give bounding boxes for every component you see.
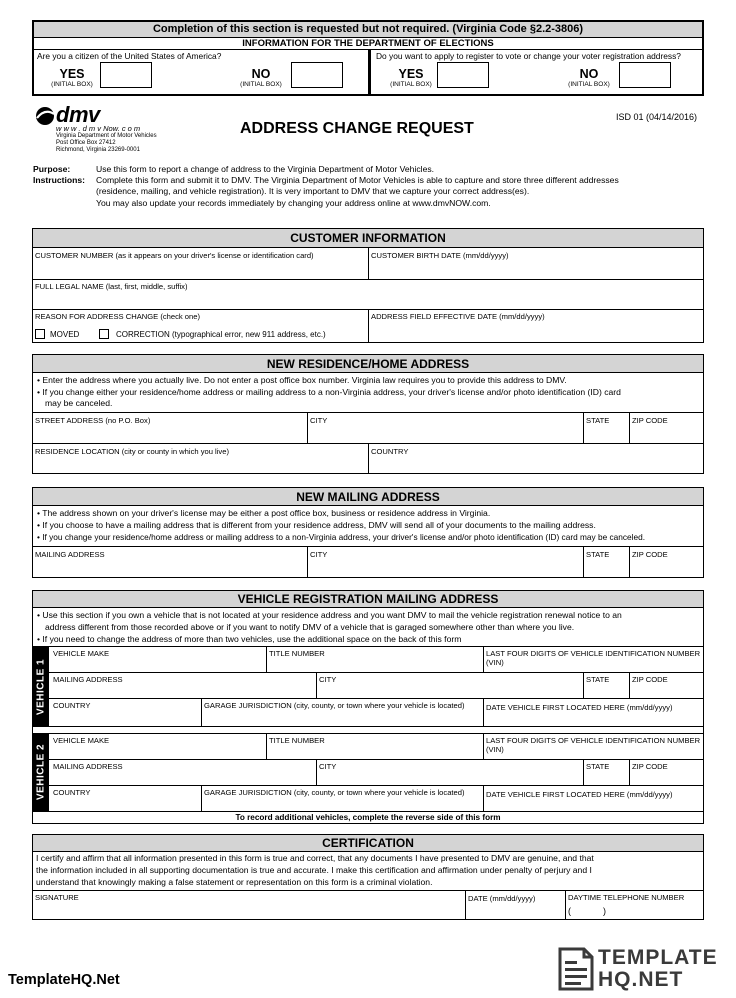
v1-date-label: DATE VEHICLE FIRST LOCATED HERE (mm/dd/yyyy) xyxy=(486,703,673,712)
v1-country-field[interactable] xyxy=(51,710,199,725)
page-title: ADDRESS CHANGE REQUEST xyxy=(240,120,474,137)
vehicle-1-tab: VEHICLE 1 xyxy=(33,646,49,727)
residence-city-field[interactable] xyxy=(309,426,581,442)
vehicle-bullet-2: • If you need to change the address of more than two vehicles, use the additional space on the back of this form xyxy=(37,634,462,644)
v1-title-label: TITLE NUMBER xyxy=(269,649,325,658)
dmv-org: Virginia Department of Motor Vehicles xyxy=(56,133,157,139)
v2-city-field[interactable] xyxy=(318,771,581,784)
v2-zip-field[interactable] xyxy=(631,771,701,784)
elections-subheader: INFORMATION FOR THE DEPARTMENT OF ELECTIONS xyxy=(34,38,702,50)
instructions-text-2: (residence, mailing, and vehicle registration). It is very important to DMV that we capture your correct address(es). xyxy=(96,186,530,196)
street-address-label: STREET ADDRESS (no P.O. Box) xyxy=(35,416,151,425)
watermark-logo xyxy=(556,947,728,993)
v1-title-field[interactable] xyxy=(268,658,481,671)
residence-state-label: STATE xyxy=(586,416,610,425)
mailing-address-field[interactable] xyxy=(34,560,305,576)
vote-no-label: NO xyxy=(579,67,599,81)
mailing-bullet-1: • The address shown on your driver's license may be either a post office box, business or residence address in Virginia. xyxy=(37,508,491,518)
residence-zip-field[interactable] xyxy=(631,426,701,442)
citizen-yes-sub: (INITIAL BOX) xyxy=(51,81,93,88)
phone-paren-open: ( xyxy=(568,906,571,916)
v1-vin-label: LAST FOUR DIGITS OF VEHICLE IDENTIFICATION NUMBER (VIN) xyxy=(486,649,701,667)
residence-state-field[interactable] xyxy=(585,426,627,442)
v2-date-label: DATE VEHICLE FIRST LOCATED HERE (mm/dd/yyyy) xyxy=(486,790,673,799)
v1-zip-label: ZIP CODE xyxy=(632,675,668,684)
v2-make-label: VEHICLE MAKE xyxy=(53,736,110,745)
customer-section xyxy=(32,228,704,343)
customer-header: CUSTOMER INFORMATION xyxy=(33,229,703,248)
mailing-header: NEW MAILING ADDRESS xyxy=(33,488,703,506)
v2-zip-label: ZIP CODE xyxy=(632,762,668,771)
cert-date-field[interactable] xyxy=(467,904,563,919)
watermark-logo-line1: TEMPLATE xyxy=(598,946,718,969)
v2-city-label: CITY xyxy=(319,762,337,771)
instructions-label: Instructions: xyxy=(33,175,86,185)
certification-text-2: the information included in all supporting documentation is true and accurate. I make this certification and affirmation under penalty of perjury and I xyxy=(36,865,592,875)
phone-paren-close: ) xyxy=(603,906,606,916)
residence-city-label: CITY xyxy=(310,416,328,425)
citizen-no-label: NO xyxy=(251,67,271,81)
citizen-yes-initial-box[interactable] xyxy=(100,62,152,88)
v1-city-field[interactable] xyxy=(318,684,581,697)
citizen-yes-label: YES xyxy=(59,67,85,81)
watermark-text: TemplateHQ.Net xyxy=(8,972,120,988)
mailing-address-label: MAILING ADDRESS xyxy=(35,550,105,559)
mailing-bullet-2: • If you choose to have a mailing address that is different from your residence address, DMV will send all of your documents to the mailing address. xyxy=(37,520,596,530)
dmv-logo xyxy=(34,104,184,156)
v2-vin-field[interactable] xyxy=(485,754,701,758)
customer-number-label: CUSTOMER NUMBER (as it appears on your driver's license or identification card) xyxy=(35,251,314,260)
certification-text-1: I certify and affirm that all information presented in this form is true and correct, that any documents I have presented to DMV are genuine, and that xyxy=(36,853,594,863)
v1-garage-label: GARAGE JURISDICTION (city, county, or town where your vehicle is located) xyxy=(204,701,465,710)
moved-checkbox[interactable] xyxy=(35,329,45,339)
vote-yes-label: YES xyxy=(398,67,424,81)
v2-state-label: STATE xyxy=(586,762,610,771)
v2-state-field[interactable] xyxy=(585,771,627,784)
v1-city-label: CITY xyxy=(319,675,337,684)
v2-title-field[interactable] xyxy=(268,745,481,758)
vote-no-sub: (INITIAL BOX) xyxy=(568,81,610,88)
signature-label: SIGNATURE xyxy=(35,893,79,902)
v2-vin-label: LAST FOUR DIGITS OF VEHICLE IDENTIFICATION NUMBER (VIN) xyxy=(486,736,701,754)
instructions-text-1: Complete this form and submit it to DMV. The Virginia Department of Motor Vehicles is able to capture and store three different addresses xyxy=(96,175,619,185)
mailing-bullet-3: • If you change your residence/home address or mailing address to a non-Virginia address, your driver's license and/or photo identification (ID) card may be canceled. xyxy=(37,532,646,542)
correction-label: CORRECTION (typographical error, new 911 address, etc.) xyxy=(116,330,326,339)
citizen-no-sub: (INITIAL BOX) xyxy=(240,81,282,88)
full-name-label: FULL LEGAL NAME (last, first, middle, suffix) xyxy=(35,282,188,291)
signature-field[interactable] xyxy=(34,903,463,919)
v1-make-label: VEHICLE MAKE xyxy=(53,649,110,658)
dmv-url: w w w . d m v Now. c o m xyxy=(56,124,141,133)
v1-make-field[interactable] xyxy=(51,658,264,671)
vehicle-2-tab: VEHICLE 2 xyxy=(33,733,49,811)
v2-date-field[interactable] xyxy=(485,800,701,810)
v1-mailing-label: MAILING ADDRESS xyxy=(53,675,123,684)
v1-vin-field[interactable] xyxy=(485,667,701,671)
residence-zip-label: ZIP CODE xyxy=(632,416,668,425)
v2-garage-label: GARAGE JURISDICTION (city, county, or town where your vehicle is located) xyxy=(204,788,465,797)
certification-section xyxy=(32,834,704,920)
purpose-label: Purpose: xyxy=(33,164,71,174)
cert-date-label: DATE (mm/dd/yyyy) xyxy=(468,894,536,903)
vehicle-bullet-1-cont: address different from those recorded above or if you want to notify DMV of a vehicle that is garaged somewhere other than where you live. xyxy=(45,622,575,632)
v1-mailing-field[interactable] xyxy=(51,684,314,697)
effective-date-label: ADDRESS FIELD EFFECTIVE DATE (mm/dd/yyyy) xyxy=(371,312,545,321)
phone-field[interactable] xyxy=(567,903,701,919)
full-name-field[interactable] xyxy=(34,292,701,308)
vehicle-section xyxy=(32,590,704,824)
street-address-field[interactable] xyxy=(34,426,305,442)
v2-country-label: COUNTRY xyxy=(53,788,91,797)
mailing-zip-label: ZIP CODE xyxy=(632,550,668,559)
customer-birth-label: CUSTOMER BIRTH DATE (mm/dd/yyyy) xyxy=(371,251,509,260)
residence-location-label: RESIDENCE LOCATION (city or county in which you live) xyxy=(35,447,229,456)
watermark-logo-line2: HQ.NET xyxy=(598,968,684,991)
vote-no-initial-box[interactable] xyxy=(619,62,671,88)
v2-garage-field[interactable] xyxy=(203,806,481,810)
v2-country-field[interactable] xyxy=(51,797,199,810)
vehicle-bullet-1: • Use this section if you own a vehicle that is not located at your residence address and you want DMV to mail the vehicle registration renewal notice to an xyxy=(37,610,622,620)
elections-banner: Completion of this section is requested but not required. (Virginia Code §2.2-3806) xyxy=(34,22,702,38)
instructions-text-3: You may also update your records immediately by changing your address online at www.dmvNOW.com. xyxy=(96,198,491,208)
mailing-city-field[interactable] xyxy=(309,560,581,576)
mailing-state-field[interactable] xyxy=(585,560,627,576)
v1-state-label: STATE xyxy=(586,675,610,684)
v1-country-label: COUNTRY xyxy=(53,701,91,710)
vehicle-footer-note: To record additional vehicles, complete the reverse side of this form xyxy=(235,813,501,822)
residence-section xyxy=(32,354,704,474)
dmv-po: Post Office Box 27412 xyxy=(56,140,116,146)
dmv-brand: dmv xyxy=(56,102,100,127)
certification-header: CERTIFICATION xyxy=(33,835,703,852)
v1-zip-field[interactable] xyxy=(631,684,701,697)
correction-checkbox[interactable] xyxy=(99,329,109,339)
mailing-zip-field[interactable] xyxy=(631,560,701,576)
customer-birth-field[interactable] xyxy=(370,261,701,278)
dmv-city: Richmond, Virginia 23269-0001 xyxy=(56,147,140,153)
phone-label: DAYTIME TELEPHONE NUMBER xyxy=(568,893,685,902)
mailing-city-label: CITY xyxy=(310,550,328,559)
v2-make-field[interactable] xyxy=(51,745,264,758)
residence-bullet-2: • If you change either your residence/home address or mailing address to a non-Virginia address, your driver's license and/or photo identification (ID) card xyxy=(37,387,621,397)
document-icon xyxy=(556,947,596,991)
v1-state-field[interactable] xyxy=(585,684,627,697)
residence-bullet-1: • Enter the address where you actually live. Do not enter a post office box number. Virginia law requires you to provide this address to DMV. xyxy=(37,375,567,385)
vote-yes-initial-box[interactable] xyxy=(437,62,489,88)
vehicle-header: VEHICLE REGISTRATION MAILING ADDRESS xyxy=(33,591,703,608)
reason-label: REASON FOR ADDRESS CHANGE (check one) xyxy=(35,312,200,321)
mailing-state-label: STATE xyxy=(586,550,610,559)
v2-mailing-label: MAILING ADDRESS xyxy=(53,762,123,771)
citizen-no-initial-box[interactable] xyxy=(291,62,343,88)
elections-section xyxy=(32,20,704,96)
v1-date-field[interactable] xyxy=(485,713,701,725)
customer-number-field[interactable] xyxy=(34,261,366,278)
effective-date-field[interactable] xyxy=(370,323,701,342)
v2-title-label: TITLE NUMBER xyxy=(269,736,325,745)
v1-garage-field[interactable] xyxy=(203,719,481,725)
elections-divider xyxy=(368,50,371,95)
residence-bullet-2-cont: may be canceled. xyxy=(45,398,113,408)
purpose-text: Use this form to report a change of address to the Virginia Department of Motor Vehicles. xyxy=(96,164,435,174)
residence-country-field[interactable] xyxy=(370,457,701,473)
v2-mailing-field[interactable] xyxy=(51,771,314,784)
residence-country-label: COUNTRY xyxy=(371,447,409,456)
vote-yes-sub: (INITIAL BOX) xyxy=(390,81,432,88)
certification-text-3: understand that knowingly making a false statement or representation on this form is a criminal violation. xyxy=(36,877,433,887)
dmv-swoosh-icon xyxy=(34,106,56,126)
vote-question: Do you want to apply to register to vote or change your voter registration address? xyxy=(376,51,681,61)
residence-header: NEW RESIDENCE/HOME ADDRESS xyxy=(33,355,703,373)
form-id: ISD 01 (04/14/2016) xyxy=(616,112,698,122)
citizen-question: Are you a citizen of the United States of America? xyxy=(37,51,222,61)
residence-location-field[interactable] xyxy=(34,457,366,473)
mailing-section xyxy=(32,487,704,578)
moved-label: MOVED xyxy=(50,330,80,339)
